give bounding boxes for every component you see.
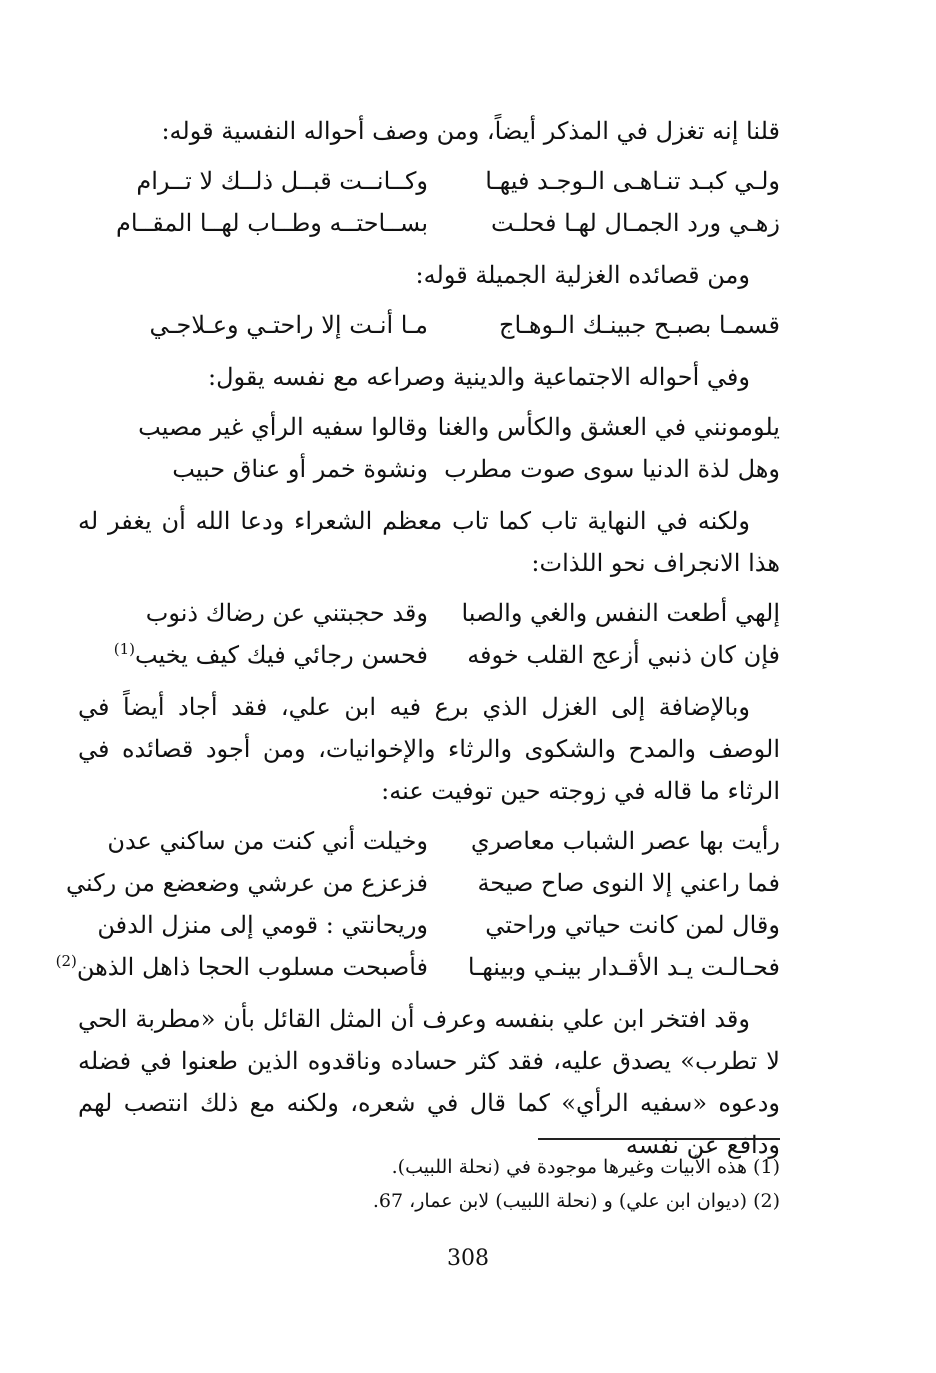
verse [78, 304, 780, 346]
poem-3 [78, 406, 780, 490]
verse-first-hemistich: فما راعني إلا النوى صاح صيحة [477, 869, 780, 897]
verse [78, 904, 780, 946]
verse [78, 820, 780, 862]
verse-first-hemistich: وهل لذة الدنيا سوى صوت مطرب [444, 455, 780, 483]
poem-1 [78, 160, 780, 244]
verse-second-hemistich: بســاحتــه وطــاب لهــا المقــام [116, 209, 428, 237]
verse-second-hemistich: وخيلت أني كنت من ساكني عدن [107, 827, 428, 855]
hemistich-text: فأصبحت مسلوب الحجا ذاهل الذهن [76, 953, 428, 981]
verse-first-hemistich: فإن كان ذنبي أزعج القلب خوفه [467, 641, 780, 669]
verse-second-hemistich: وكــانــت قبــل ذلــك لا تــرام [136, 167, 428, 195]
footnote-ref: (1) [113, 640, 135, 658]
verse-second-hemistich [108, 634, 428, 676]
verse [78, 202, 780, 244]
verse-first-hemistich: فحـالـت يـد الأقـدار بينـي وبينهـا [467, 953, 780, 981]
verse-second-hemistich: وقد حجبتني عن رضاك ذنوب [145, 599, 428, 627]
verse [78, 634, 780, 676]
paragraph-1: قلنا إنه تغزل في المذكر أيضاً، ومن وصف أحواله النفسية قوله: [161, 117, 780, 145]
verse-second-hemistich [55, 946, 428, 988]
verse-first-hemistich: قسمـا بصبـح جبينـك الـوهـاج [499, 311, 780, 339]
verse [78, 592, 780, 634]
verse-second-hemistich: مـا أنـت إلا راحتـي وعـلاجـي [149, 311, 428, 339]
verse-second-hemistich: وريحانتي : قومي إلى منزل الدفن [97, 911, 428, 939]
verse-first-hemistich: إلهي أطعت النفس والغي والصبا [461, 599, 780, 627]
verse-second-hemistich: ونشوة خمر أو عناق حبيب [172, 455, 428, 483]
paragraph-5: وبالإضافة إلى الغزل الذي برع فيه ابن علي، فقد أجاد أيضاً في الوصف والمدح والشكوى والرثاء والإخوانيات، ومن أجود قصائده في الرثاء ما قاله في زوجته حين توفيت عنه: [78, 693, 780, 805]
hemistich-text: فحسن رجائي فيك كيف يخيب [134, 641, 428, 669]
verse [65, 862, 780, 904]
verse-first-hemistich: وقال لمن كانت حياتي وراحتي [485, 911, 780, 939]
verse-first-hemistich: رأيت بها عصر الشباب معاصري [470, 827, 780, 855]
paragraph-6: وقد افتخر ابن علي بنفسه وعرف أن المثل القائل بأن «مطربة الحي لا تطرب» يصدق عليه، فقد كثر حساده وناقدوه الذين طعنوا في فضله ودعوه «سفيه الرأي» كما قال في شعره، ولكنه مع ذلك انتصب لهم ودافع عن نفسه [78, 1005, 780, 1159]
page-number: 308 [447, 1246, 489, 1271]
footnote-1: (1) هذه الأبيات وغيرها موجودة في (نحلة اللبيب). [391, 1156, 780, 1178]
poem-5 [55, 820, 780, 988]
page-body [55, 110, 780, 1166]
paragraph-4: ولكنه في النهاية تاب كما تاب معظم الشعراء ودعا الله أن يغفر له هذا الانجراف نحو اللذات: [78, 507, 780, 577]
verse [78, 160, 780, 202]
footnotes [78, 1150, 780, 1218]
poem-4 [78, 592, 780, 676]
verse [78, 448, 780, 490]
footnote-2: (2) (ديوان ابن علي) و (نحلة اللبيب) لابن عمار، 67. [372, 1190, 780, 1212]
footnote-ref: (2) [55, 952, 77, 970]
verse-first-hemistich: يلومونني في العشق والكأس والغنا [437, 413, 780, 441]
poem-2 [78, 304, 780, 346]
paragraph-2: ومن قصائده الغزلية الجميلة قوله: [415, 261, 750, 289]
verse-first-hemistich: ولـي كبـد تنـاهـى الـوجـد فيهـا [485, 167, 780, 195]
paragraph-3: وفي أحواله الاجتماعية والدينية وصراعه مع نفسه يقول: [207, 363, 750, 391]
footnote-separator [538, 1138, 780, 1140]
verse-second-hemistich: فزعزع من عرشي وضعضع من ركني [65, 869, 428, 897]
verse [78, 406, 780, 448]
verse-second-hemistich: وقالوا سفيه الرأي غير مصيب [138, 413, 428, 441]
verse-first-hemistich: زهـي ورد الجمـال لهـا فحلـت [490, 209, 780, 237]
verse [55, 946, 780, 988]
